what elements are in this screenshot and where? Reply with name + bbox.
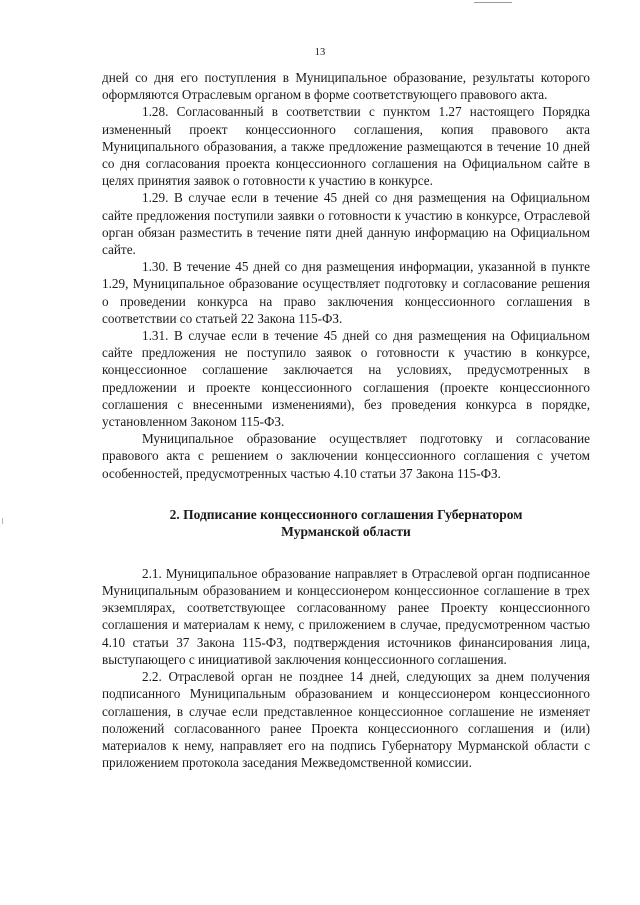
document-body [102, 69, 590, 771]
scan-margin-mark [2, 518, 3, 524]
paragraph-1-28: 1.28. Согласованный в соответствии с пунктом 1.27 настоящего Порядка измененный проект концессионного соглашения, копия правового акта Муниципального образования, а также предложение размещаются в течение 10 дней со дня согласования проекта концессионного соглашения на Официальном сайте в целях принятия заявок о готовности к участию в конкурсе. [102, 104, 590, 189]
section-2-heading-line-1: 2. Подписание концессионного соглашения Губернатором [169, 506, 523, 522]
page-number: 13 [314, 47, 326, 58]
section-2-heading-line-2: Мурманской области [281, 524, 411, 540]
paragraph-2-1: 2.1. Муниципальное образование направляет в Отраслевой орган подписанное Муниципальным образованием и концессионером концессионное соглашение в трех экземплярах, соответствующее согласованному ранее Проекту концессионного соглашения и материалам к нему, с приложением в случае, предусмотренном частью 4.10 статьи 37 Закона 115-ФЗ, подтверждения источников финансирования лица, выступающего с инициативой заключения концессионного соглашения. [102, 565, 590, 667]
paragraph-municipal-approval: Муниципальное образование осуществляет подготовку и согласование правового акта с решением о заключении концессионного соглашения с учетом особенностей, предусмотренных частью 4.10 статьи 37 Закона 115-ФЗ. [102, 431, 590, 481]
top-edge-rule [474, 2, 512, 3]
section-2-heading [102, 506, 590, 541]
paragraph-continuation: дней со дня его поступления в Муниципальное образование, результаты которого оформляются Отраслевым органом в форме соответствующего правового акта. [102, 70, 590, 103]
paragraph-1-29: 1.29. В случае если в течение 45 дней со дня размещения на Официальном сайте предложения поступили заявки о готовности к участию в конкурсе, Отраслевой орган обязан разместить в течение пяти дней данную информацию на Официальном сайте. [102, 190, 590, 258]
paragraph-1-30: 1.30. В течение 45 дней со дня размещения информации, указанной в пункте 1.29, Муниципальное образование осуществляет подготовку и согласование решения о проведении конкурса на право заключения концессионного соглашения в соответствии со статьей 22 Закона 115-ФЗ. [102, 259, 590, 326]
paragraph-1-31: 1.31. В случае если в течение 45 дней со дня размещения на Официальном сайте предложения не поступило заявок о готовности к участию в конкурсе, концессионное соглашение заключается на условиях, предусмотренных в предложении и проекте концессионного соглашения (проекте концессионного соглашения с внесенными изменениями), без проведения конкурса в порядке, установленном Законом 115-ФЗ. [102, 328, 590, 430]
paragraph-2-2: 2.2. Отраслевой орган не позднее 14 дней, следующих за днем получения подписанного Муниципальным образованием и концессионером концессионного соглашения, в случае если представленное концессионное соглашение не изменяет положений согласованного ранее Проекта концессионного соглашения и (или) материалов к нему, направляет его на подпись Губернатору Мурманской области с приложением протокола заседания Межведомственной комиссии. [102, 669, 590, 771]
